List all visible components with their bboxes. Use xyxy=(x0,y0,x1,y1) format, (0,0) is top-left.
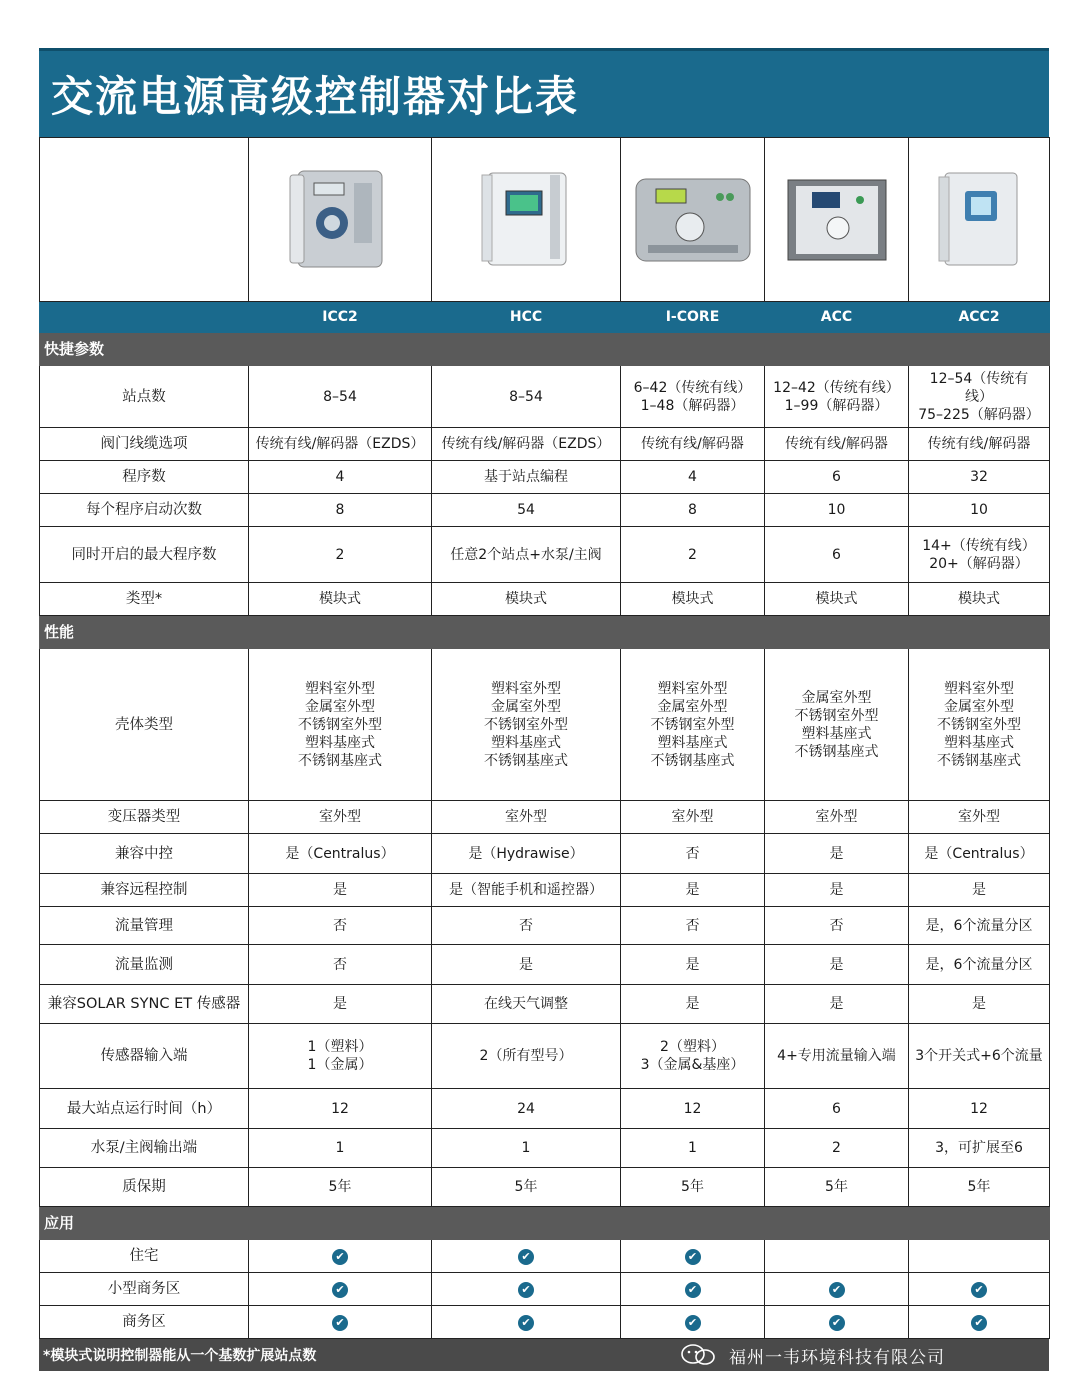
value-cell: 是 xyxy=(432,945,621,985)
value-cell: 模块式 xyxy=(249,583,432,616)
model-name: I-CORE xyxy=(621,302,765,333)
table-row xyxy=(40,801,1050,834)
section-application xyxy=(40,1207,1050,1240)
table-row xyxy=(40,1129,1050,1168)
check-cell xyxy=(432,1273,621,1306)
check-icon: ✔ xyxy=(829,1315,845,1331)
row-label: 流量监测 xyxy=(40,945,249,985)
value-cell: 24 xyxy=(432,1089,621,1129)
value-cell: 1 xyxy=(249,1129,432,1168)
page-title: 交流电源高级控制器对比表 xyxy=(39,48,1049,137)
table-row xyxy=(40,1240,1050,1273)
value-cell: 10 xyxy=(909,494,1050,527)
value-cell: 否 xyxy=(249,907,432,945)
value-cell: 12 xyxy=(621,1089,765,1129)
value-cell: 否 xyxy=(621,834,765,874)
row-label: 质保期 xyxy=(40,1168,249,1207)
value-cell: 传统有线/解码器 xyxy=(621,428,765,461)
value-cell: 塑料室外型 金属室外型 不锈钢室外型 塑料基座式 不锈钢基座式 xyxy=(909,649,1050,801)
section-header: 应用 xyxy=(40,1207,1050,1240)
wechat-icon xyxy=(679,1343,719,1367)
value-cell: 1（塑料） 1（金属） xyxy=(249,1024,432,1089)
check-cell xyxy=(909,1306,1050,1339)
value-cell: 基于站点编程 xyxy=(432,461,621,494)
row-label: 类型* xyxy=(40,583,249,616)
footnote: *模块式说明控制器能从一个基数扩展站点数 xyxy=(43,1348,317,1364)
table-row xyxy=(40,1273,1050,1306)
value-cell: 5年 xyxy=(909,1168,1050,1207)
table-row xyxy=(40,1306,1050,1339)
value-cell: 2 xyxy=(765,1129,909,1168)
row-label: 阀门线缆选项 xyxy=(40,428,249,461)
check-icon: ✔ xyxy=(829,1282,845,1298)
table-row xyxy=(40,874,1050,907)
model-name: ACC xyxy=(765,302,909,333)
section-quick xyxy=(40,333,1050,366)
value-cell: 传统有线/解码器（EZDS） xyxy=(249,428,432,461)
value-cell: 模块式 xyxy=(621,583,765,616)
value-cell: 6 xyxy=(765,527,909,583)
value-cell: 是 xyxy=(249,874,432,907)
check-icon: ✔ xyxy=(685,1282,701,1298)
check-icon: ✔ xyxy=(971,1282,987,1298)
value-cell: 否 xyxy=(621,907,765,945)
check-cell xyxy=(432,1240,621,1273)
table-row xyxy=(40,428,1050,461)
value-cell: 54 xyxy=(432,494,621,527)
image-row xyxy=(40,138,1050,302)
value-cell: 4 xyxy=(621,461,765,494)
check-cell xyxy=(909,1273,1050,1306)
controller-image-icore xyxy=(621,138,765,302)
value-cell: 是 xyxy=(765,834,909,874)
corner-cell xyxy=(40,138,249,302)
value-cell: 6 xyxy=(765,461,909,494)
table-row xyxy=(40,649,1050,801)
row-label: 住宅 xyxy=(40,1240,249,1273)
value-cell: 室外型 xyxy=(432,801,621,834)
value-cell: 12 xyxy=(249,1089,432,1129)
value-cell: 5年 xyxy=(765,1168,909,1207)
table-row xyxy=(40,366,1050,428)
value-cell: 塑料室外型 金属室外型 不锈钢室外型 塑料基座式 不锈钢基座式 xyxy=(249,649,432,801)
row-label: 每个程序启动次数 xyxy=(40,494,249,527)
value-cell: 是（Hydrawise） xyxy=(432,834,621,874)
value-cell: 10 xyxy=(765,494,909,527)
check-cell xyxy=(909,1240,1050,1273)
value-cell: 模块式 xyxy=(765,583,909,616)
row-label: 同时开启的最大程序数 xyxy=(40,527,249,583)
section-header: 性能 xyxy=(40,616,1050,649)
controller-image-acc2 xyxy=(909,138,1050,302)
value-cell: 5年 xyxy=(249,1168,432,1207)
check-icon: ✔ xyxy=(332,1315,348,1331)
value-cell: 塑料室外型 金属室外型 不锈钢室外型 塑料基座式 不锈钢基座式 xyxy=(432,649,621,801)
check-cell xyxy=(432,1306,621,1339)
value-cell: 8 xyxy=(249,494,432,527)
value-cell: 是 xyxy=(621,874,765,907)
value-cell: 室外型 xyxy=(765,801,909,834)
check-icon: ✔ xyxy=(518,1249,534,1265)
value-cell: 6 xyxy=(765,1089,909,1129)
table-row xyxy=(40,583,1050,616)
value-cell: 金属室外型 不锈钢室外型 塑料基座式 不锈钢基座式 xyxy=(765,649,909,801)
check-cell xyxy=(249,1306,432,1339)
value-cell: 12–54（传统有 线） 75–225（解码器） xyxy=(909,366,1050,428)
table-row xyxy=(40,1024,1050,1089)
value-cell: 2 xyxy=(621,527,765,583)
controller-image-icon xyxy=(280,165,400,275)
value-cell: 12 xyxy=(909,1089,1050,1129)
watermark-text: 福州一韦环境科技有限公司 xyxy=(729,1347,945,1368)
value-cell: 1 xyxy=(432,1129,621,1168)
model-header-row xyxy=(40,302,1050,333)
value-cell: 否 xyxy=(249,945,432,985)
value-cell: 4+专用流量输入端 xyxy=(765,1024,909,1089)
value-cell: 2（所有型号） xyxy=(432,1024,621,1089)
value-cell: 模块式 xyxy=(909,583,1050,616)
row-label: 兼容中控 xyxy=(40,834,249,874)
value-cell: 8–54 xyxy=(249,366,432,428)
value-cell: 是 xyxy=(765,985,909,1024)
model-name: ICC2 xyxy=(249,302,432,333)
value-cell: 否 xyxy=(765,907,909,945)
value-cell: 3个开关式+6个流量 xyxy=(909,1024,1050,1089)
value-cell: 是 xyxy=(765,945,909,985)
footnote-bar xyxy=(39,1339,1049,1371)
value-cell: 2 xyxy=(249,527,432,583)
controller-image-hcc xyxy=(432,138,621,302)
value-cell: 室外型 xyxy=(909,801,1050,834)
value-cell: 5年 xyxy=(621,1168,765,1207)
row-label: 壳体类型 xyxy=(40,649,249,801)
value-cell: 任意2个站点+水泵/主阀 xyxy=(432,527,621,583)
row-label: 兼容SOLAR SYNC ET 传感器 xyxy=(40,985,249,1024)
value-cell: 是 xyxy=(621,985,765,1024)
check-cell xyxy=(249,1240,432,1273)
value-cell: 32 xyxy=(909,461,1050,494)
check-icon: ✔ xyxy=(518,1282,534,1298)
controller-image-icc2 xyxy=(249,138,432,302)
value-cell: 塑料室外型 金属室外型 不锈钢室外型 塑料基座式 不锈钢基座式 xyxy=(621,649,765,801)
table-row xyxy=(40,985,1050,1024)
check-cell xyxy=(621,1240,765,1273)
value-cell: 室外型 xyxy=(249,801,432,834)
value-cell: 6–42（传统有线） 1–48（解码器） xyxy=(621,366,765,428)
value-cell: 8 xyxy=(621,494,765,527)
value-cell: 是（Centralus） xyxy=(249,834,432,874)
value-cell: 4 xyxy=(249,461,432,494)
value-cell: 否 xyxy=(432,907,621,945)
value-cell: 是 xyxy=(909,874,1050,907)
value-cell: 5年 xyxy=(432,1168,621,1207)
value-cell: 2（塑料） 3（金属&基座） xyxy=(621,1024,765,1089)
value-cell: 是，6个流量分区 xyxy=(909,945,1050,985)
value-cell: 是 xyxy=(249,985,432,1024)
value-cell: 是 xyxy=(621,945,765,985)
model-name: HCC xyxy=(432,302,621,333)
row-label: 站点数 xyxy=(40,366,249,428)
row-label: 变压器类型 xyxy=(40,801,249,834)
value-cell: 传统有线/解码器 xyxy=(765,428,909,461)
value-cell: 模块式 xyxy=(432,583,621,616)
check-cell xyxy=(621,1273,765,1306)
table-row xyxy=(40,494,1050,527)
table-row xyxy=(40,1089,1050,1129)
check-icon: ✔ xyxy=(332,1282,348,1298)
controller-image-icon xyxy=(466,165,586,275)
value-cell: 14+（传统有线） 20+（解码器） xyxy=(909,527,1050,583)
row-label: 水泵/主阀输出端 xyxy=(40,1129,249,1168)
value-cell: 8–54 xyxy=(432,366,621,428)
row-label: 兼容远程控制 xyxy=(40,874,249,907)
value-cell: 室外型 xyxy=(621,801,765,834)
value-cell: 12–42（传统有线） 1–99（解码器） xyxy=(765,366,909,428)
model-name: ACC2 xyxy=(909,302,1050,333)
table-row xyxy=(40,527,1050,583)
table-row xyxy=(40,1168,1050,1207)
controller-image-icon xyxy=(628,165,758,275)
check-icon: ✔ xyxy=(685,1249,701,1265)
controller-image-icon xyxy=(782,170,892,270)
controller-image-icon xyxy=(929,165,1029,275)
value-cell: 3，可扩展至6 xyxy=(909,1129,1050,1168)
row-label: 商务区 xyxy=(40,1306,249,1339)
comparison-table xyxy=(39,137,1050,1339)
value-cell: 传统有线/解码器（EZDS） xyxy=(432,428,621,461)
check-cell xyxy=(765,1273,909,1306)
check-cell xyxy=(621,1306,765,1339)
table-row xyxy=(40,834,1050,874)
check-cell xyxy=(249,1273,432,1306)
row-label: 最大站点运行时间（h） xyxy=(40,1089,249,1129)
table-row xyxy=(40,945,1050,985)
value-cell: 1 xyxy=(621,1129,765,1168)
check-cell xyxy=(765,1240,909,1273)
controller-image-acc xyxy=(765,138,909,302)
model-header-blank xyxy=(40,302,249,333)
check-icon: ✔ xyxy=(685,1315,701,1331)
row-label: 程序数 xyxy=(40,461,249,494)
watermark xyxy=(679,1339,945,1371)
check-icon: ✔ xyxy=(332,1249,348,1265)
value-cell: 是（智能手机和遥控器） xyxy=(432,874,621,907)
value-cell: 是 xyxy=(909,985,1050,1024)
row-label: 流量管理 xyxy=(40,907,249,945)
table-row xyxy=(40,907,1050,945)
row-label: 小型商务区 xyxy=(40,1273,249,1306)
value-cell: 是（Centralus） xyxy=(909,834,1050,874)
value-cell: 是 xyxy=(765,874,909,907)
section-performance xyxy=(40,616,1050,649)
table-row xyxy=(40,461,1050,494)
check-icon: ✔ xyxy=(518,1315,534,1331)
value-cell: 传统有线/解码器 xyxy=(909,428,1050,461)
comparison-sheet xyxy=(39,48,1049,1371)
value-cell: 在线天气调整 xyxy=(432,985,621,1024)
row-label: 传感器输入端 xyxy=(40,1024,249,1089)
check-cell xyxy=(765,1306,909,1339)
value-cell: 是，6个流量分区 xyxy=(909,907,1050,945)
check-icon: ✔ xyxy=(971,1315,987,1331)
section-header: 快捷参数 xyxy=(40,333,1050,366)
